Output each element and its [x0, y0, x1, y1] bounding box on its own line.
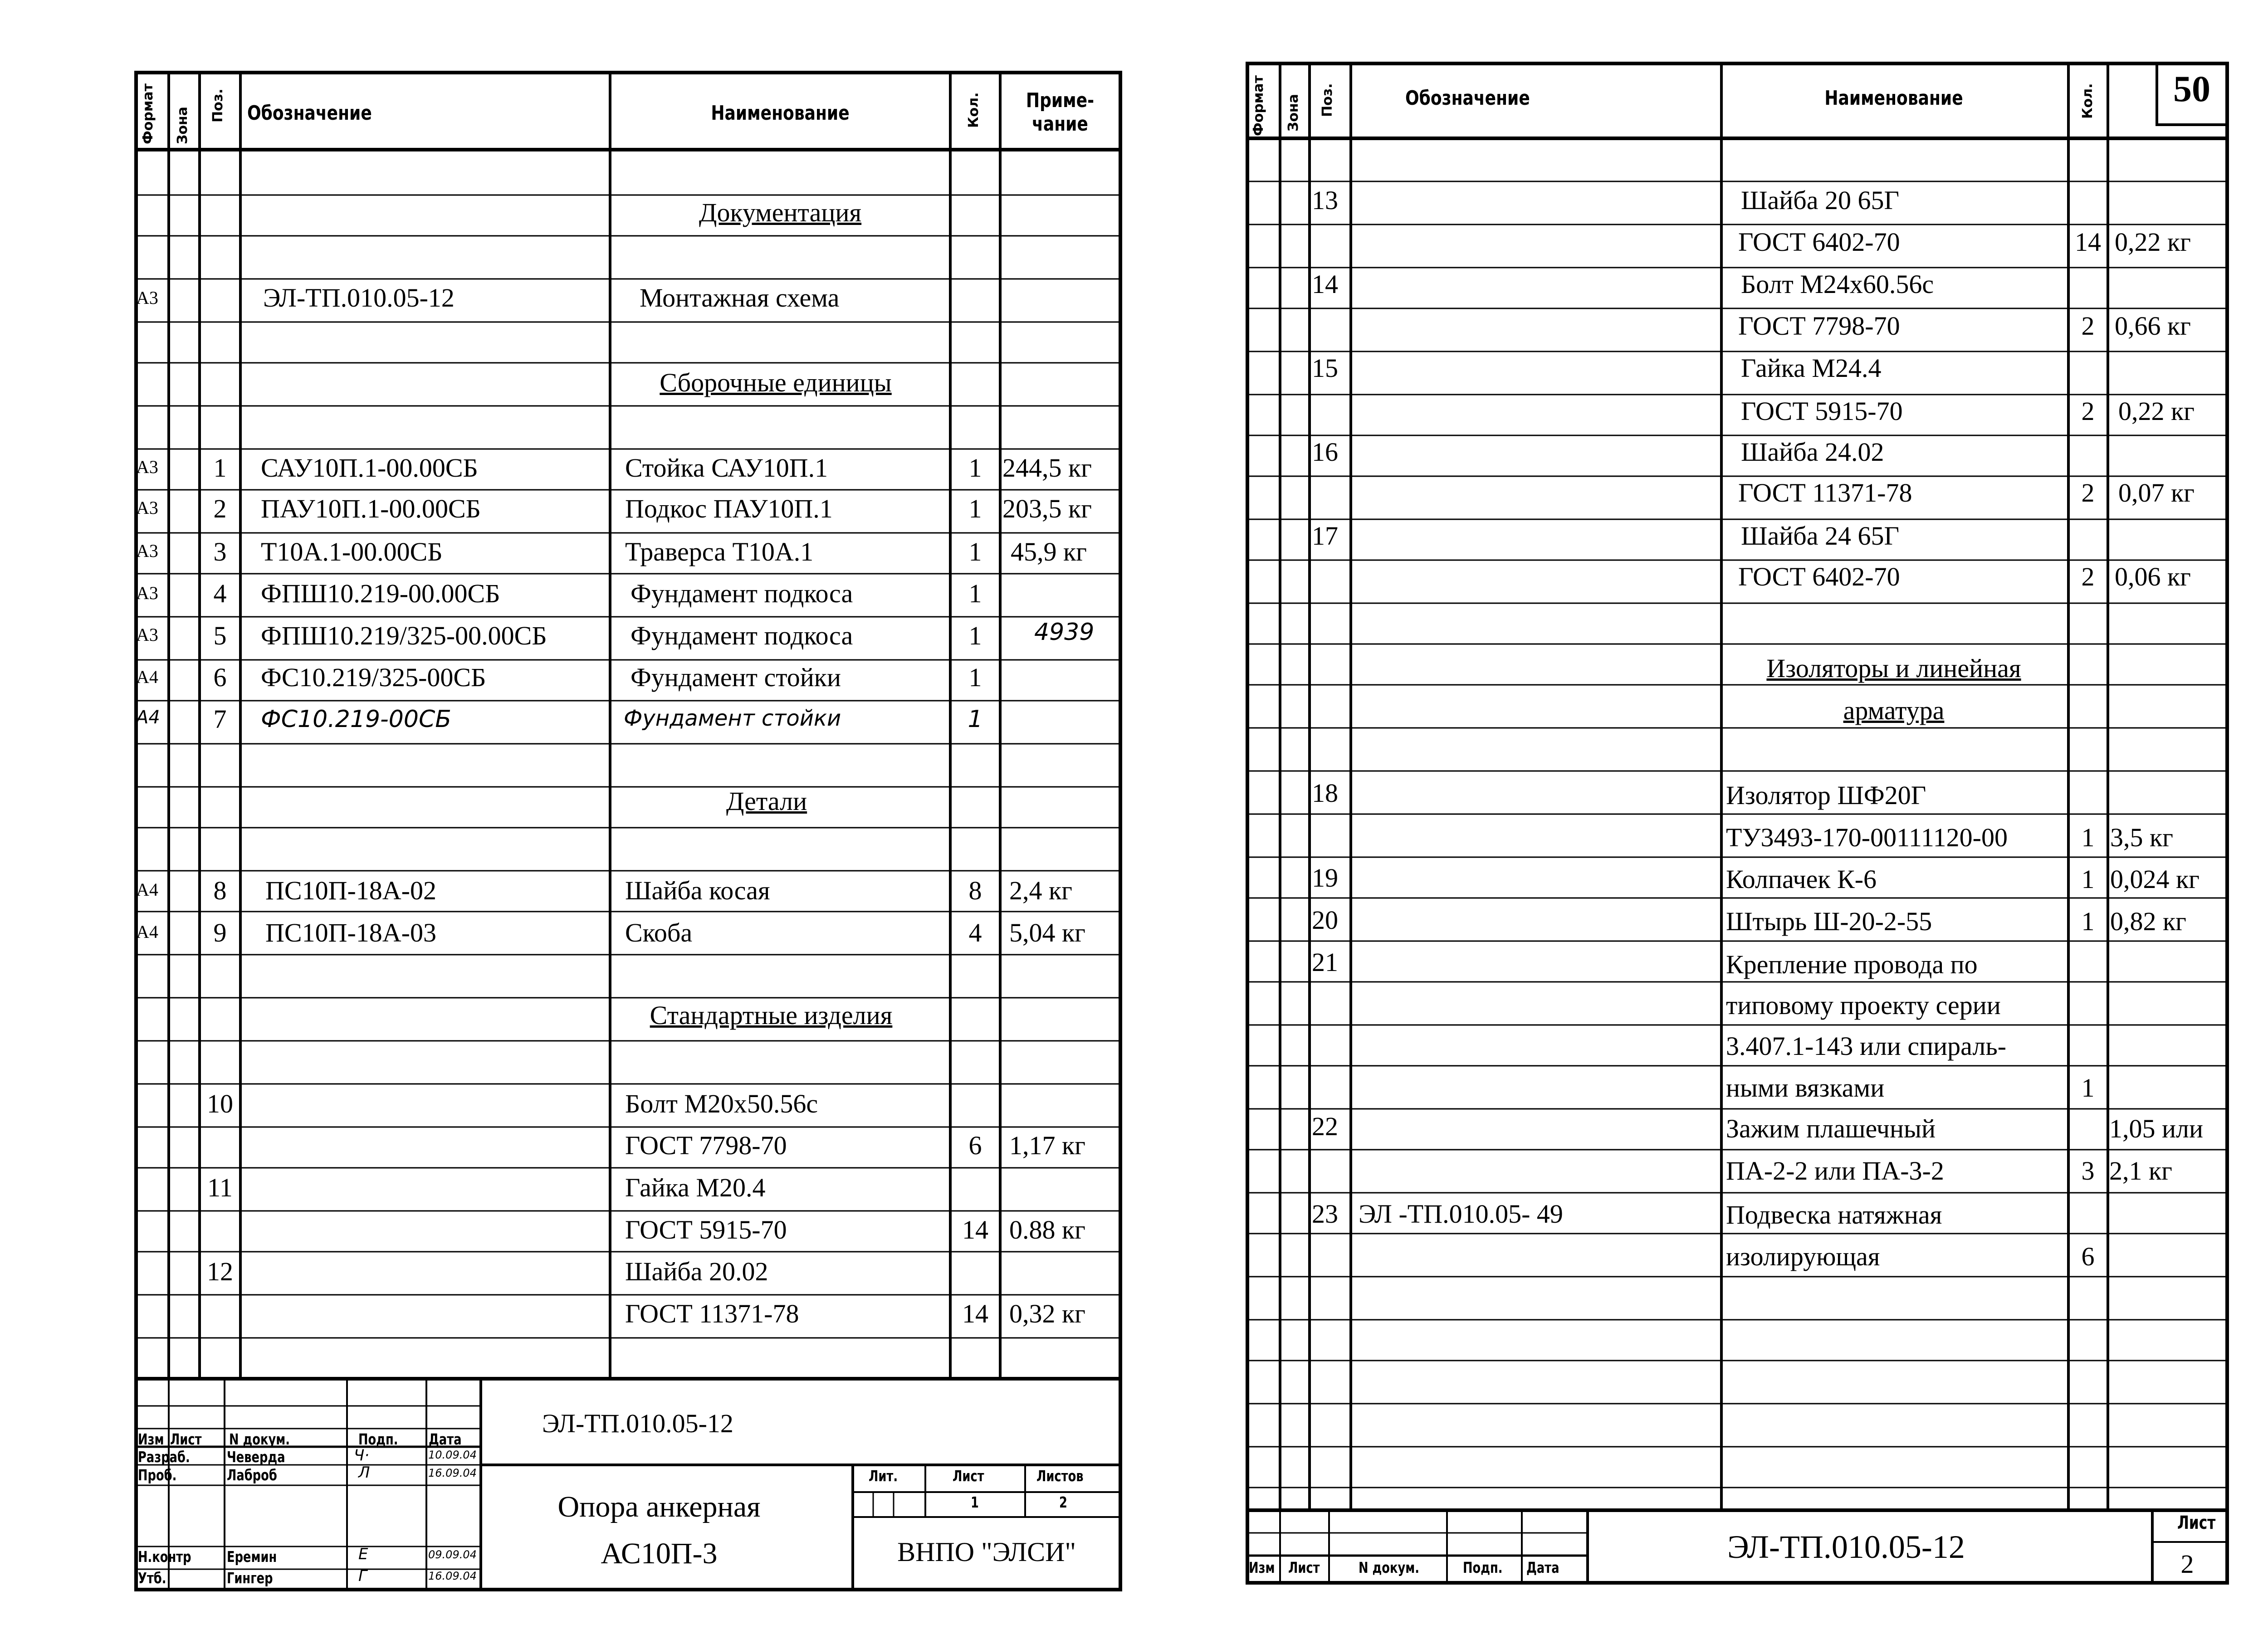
table-row-format: А3 [136, 583, 158, 603]
table-row-name: Траверса Т10А.1 [625, 537, 814, 566]
role-developer-date: 10.09.04 [428, 1449, 477, 1461]
table-row-qty: 1 [968, 706, 983, 733]
table-row-pos: 14 [1312, 269, 1338, 299]
table-row-name: Фундамент подкоса [631, 621, 853, 650]
table-row-pos: 21 [1312, 947, 1338, 977]
header-name: Наименование [711, 102, 850, 125]
label-lit: Лит. [869, 1467, 898, 1485]
table-row-format: А3 [136, 498, 158, 518]
table-row-name: 3.407.1-143 или спираль- [1726, 1031, 2007, 1061]
product-title: Опора анкерная [557, 1490, 761, 1523]
table-row-note: 2,1 кг [2109, 1156, 2172, 1186]
table-row-designation: ФС10.219-00СБ [261, 706, 451, 733]
table-row-name: ГОСТ 5915-70 [625, 1215, 787, 1244]
header-designation: Обозначение [247, 102, 372, 125]
table-row-designation: Т10А.1-00.00СБ [261, 537, 443, 566]
table-row-name: ПА-2-2 или ПА-3-2 [1726, 1156, 1944, 1186]
table-row-format: А4 [136, 707, 160, 728]
table-row-name: Шайба 24.02 [1741, 437, 1884, 467]
table-row-name: Шайба 20.02 [625, 1257, 768, 1286]
role-norm-control-name: Еремин [227, 1548, 277, 1566]
table-row-name: Шайба косая [625, 876, 770, 905]
section-parts: Детали [726, 786, 807, 816]
sheets-value: 2 [1059, 1493, 1067, 1511]
table-row-qty: 6 [968, 1131, 982, 1160]
table-row-note: 0,22 кг [2115, 227, 2191, 257]
table-row-name: изолирующая [1726, 1242, 1880, 1271]
header-pos: Поз. [210, 88, 226, 122]
right-sheet [1179, 0, 2268, 1649]
table-row-name: Зажим плашечный [1726, 1114, 1936, 1143]
header-zone: Зона [175, 107, 191, 144]
table-row-name: Шайба 24 65Г [1741, 521, 1900, 551]
table-row-qty: 1 [2081, 907, 2095, 936]
table-row-name: типовому проекту серии [1726, 990, 2001, 1020]
table-row-qty: 3 [2081, 1156, 2095, 1186]
table-row-name: Фундамент подкоса [631, 579, 853, 608]
header-format: Формат [140, 83, 156, 144]
table-row-name: ными вязками [1726, 1073, 1885, 1103]
table-row-qty: 1 [2081, 823, 2095, 852]
table-row-pos: 22 [1312, 1112, 1338, 1141]
table-row-pos: 10 [207, 1089, 233, 1118]
header-note-line2: чание [1032, 112, 1088, 136]
table-row-designation: ЭЛ-ТП.010.05-12 [263, 283, 455, 312]
table-row-note: 0,66 кг [2115, 311, 2191, 341]
table-row-name: Гайка М20.4 [625, 1173, 766, 1202]
title-block-doc-code: ЭЛ-ТП.010.05-12 [542, 1409, 733, 1438]
table-row-qty: 2 [2081, 562, 2095, 591]
table-row-qty: 6 [2081, 1242, 2095, 1271]
table-row-format: А3 [136, 457, 158, 477]
page-number: 50 [2173, 68, 2210, 109]
table-row-note: 45,9 кг [1011, 537, 1087, 566]
table-row-pos: 15 [1312, 353, 1338, 383]
table-row-pos: 16 [1312, 437, 1338, 467]
table-row-name: Подкос ПАУ10П.1 [625, 494, 833, 523]
section-documentation: Документация [699, 198, 862, 227]
table-row-format: А4 [136, 667, 158, 687]
role-approved-name: Гингер [227, 1569, 273, 1587]
table-row-note: 0,07 кг [2118, 478, 2195, 507]
table-row-qty: 14 [2075, 227, 2101, 257]
table-row-qty: 2 [2081, 396, 2095, 426]
table-row-name: Фундамент стойки [624, 706, 841, 731]
role-approved-date: 16.09.04 [428, 1570, 477, 1582]
table-row-name: ГОСТ 7798-70 [625, 1131, 787, 1160]
table-row-name: ГОСТ 7798-70 [1738, 311, 1900, 341]
table-row-note: 3,5 кг [2110, 823, 2173, 852]
header-name: Наименование [1824, 87, 1963, 110]
role-checker-signature: Л [358, 1464, 370, 1482]
table-row-designation: САУ10П.1-00.00СБ [261, 453, 478, 483]
table-row-name: Фундамент стойки [631, 663, 841, 692]
table-row-name: ГОСТ 11371-78 [625, 1299, 799, 1328]
section-standard-items: Стандартные изделия [650, 1000, 893, 1030]
table-row-qty: 1 [968, 663, 982, 692]
label-ndoc: N докум. [229, 1430, 290, 1448]
table-row-name: Подвеска натяжная [1726, 1200, 1942, 1229]
table-row-pos: 5 [213, 621, 227, 650]
table-row-designation: ЭЛ -ТП.010.05- 49 [1359, 1199, 1563, 1229]
table-row-pos: 20 [1312, 905, 1338, 935]
role-approved: Утб. [138, 1569, 166, 1587]
table-row-pos: 12 [207, 1257, 233, 1286]
table-row-qty: 1 [968, 621, 982, 650]
table-row-designation: ФС10.219/325-00СБ [261, 663, 486, 692]
table-row-name: ТУ3493-170-00111120-00 [1726, 823, 2008, 852]
table-row-name: ГОСТ 6402-70 [1738, 227, 1900, 257]
role-norm-control-date: 09.09.04 [428, 1548, 477, 1561]
table-row-name: ГОСТ 6402-70 [1738, 562, 1900, 591]
role-checker-date: 16.09.04 [428, 1467, 477, 1479]
table-row-note: 1,05 или [2109, 1114, 2204, 1143]
table-row-name: Крепление провода по [1726, 950, 1978, 979]
table-row-pos: 11 [207, 1173, 233, 1202]
header-designation: Обозначение [1405, 87, 1530, 110]
section-insulators: Изоляторы и линейная [1766, 654, 2021, 683]
header-qty: Кол. [2080, 83, 2096, 119]
table-row-note: 1,17 кг [1009, 1131, 1085, 1160]
table-row-note: 244,5 кг [1002, 453, 1092, 483]
table-row-note: 0,06 кг [2115, 562, 2191, 591]
table-row-note: 2,4 кг [1009, 876, 1072, 905]
label-sheets: Листов [1036, 1467, 1084, 1485]
table-row-name: Монтажная схема [640, 283, 840, 312]
table-row-qty: 1 [2081, 1073, 2095, 1103]
table-row-note: 0,82 кг [2110, 907, 2186, 936]
table-row-qty: 1 [2081, 864, 2095, 894]
table-row-note: 0.88 кг [1009, 1215, 1085, 1244]
table-row-note: 0,22 кг [2118, 396, 2195, 426]
table-row-pos: 18 [1312, 778, 1338, 808]
table-row-pos: 1 [213, 453, 227, 483]
table-row-name: Гайка М24.4 [1741, 353, 1882, 383]
role-developer-signature: Ч· [354, 1446, 370, 1464]
table-row-note: 0,32 кг [1009, 1299, 1085, 1328]
header-qty: Кол. [966, 92, 982, 128]
label-list: Лист [170, 1430, 202, 1448]
header-pos: Поз. [1320, 83, 1335, 117]
role-developer: Разраб. [138, 1448, 190, 1466]
table-row-name: Болт М20х50.56с [625, 1089, 818, 1118]
table-row-qty: 1 [968, 453, 982, 483]
table-row-designation: ПС10П-18А-02 [265, 876, 436, 905]
sheet-value: 2 [2180, 1549, 2194, 1579]
table-row-format: А3 [136, 541, 158, 561]
table-row-format: А4 [136, 922, 158, 942]
table-row-note: 203,5 кг [1002, 494, 1092, 523]
product-code: АС10П-3 [601, 1537, 718, 1570]
sheet-value: 1 [971, 1493, 979, 1511]
table-row-note-handwritten: 4939 [1034, 619, 1095, 646]
label-izm: Изм [138, 1430, 164, 1448]
title-block-doc-code: ЭЛ-ТП.010.05-12 [1727, 1529, 1965, 1565]
table-row-pos: 3 [213, 537, 227, 566]
table-row-pos: 6 [213, 663, 227, 692]
label-sheet: Лист [2177, 1512, 2216, 1533]
table-row-pos: 19 [1312, 863, 1338, 893]
table-row-format: А3 [136, 624, 158, 645]
table-row-format: А3 [136, 288, 158, 308]
table-row-qty: 8 [968, 876, 982, 905]
table-row-designation: ПС10П-18А-03 [265, 918, 436, 947]
table-row-name: Скоба [625, 918, 693, 947]
table-row-qty: 1 [968, 537, 982, 566]
label-sheet: Лист [953, 1467, 984, 1485]
table-row-qty: 2 [2081, 311, 2095, 341]
organization: ВНПО "ЭЛСИ" [897, 1537, 1076, 1567]
table-row-qty: 2 [2081, 478, 2095, 507]
table-row-name: Шайба 20 65Г [1741, 185, 1900, 215]
table-row-pos: 9 [213, 918, 227, 947]
header-note-line1: Приме- [1026, 89, 1095, 112]
role-checker-name: Лаброб [227, 1466, 277, 1484]
table-row-note: 5,04 кг [1009, 918, 1085, 947]
table-row-qty: 1 [968, 579, 982, 608]
table-row-qty: 4 [968, 918, 982, 947]
role-checker: Проб. [138, 1466, 177, 1484]
table-row-name: Изолятор ШФ20Г [1726, 781, 1926, 810]
table-row-pos: 8 [213, 876, 227, 905]
table-row-name: Колпачек К-6 [1726, 864, 1877, 894]
role-norm-control-signature: Е [358, 1545, 368, 1563]
table-row-qty: 14 [962, 1299, 988, 1328]
label-ndoc: N докум. [1359, 1559, 1420, 1576]
table-row-designation: ФПШ10.219-00.00СБ [261, 579, 500, 608]
role-developer-name: Чеверда [227, 1448, 285, 1466]
role-norm-control: Н.контр [138, 1548, 191, 1566]
label-podp: Подп. [1463, 1559, 1503, 1576]
section-assembly-units: Сборочные единицы [660, 368, 892, 397]
table-row-pos: 2 [213, 494, 227, 523]
table-row-designation: ПАУ10П.1-00.00СБ [261, 494, 481, 523]
table-row-qty: 14 [962, 1215, 988, 1244]
table-row-name: ГОСТ 11371-78 [1738, 478, 1912, 507]
table-row-pos: 4 [213, 579, 227, 608]
label-data: Дата [1526, 1559, 1559, 1576]
table-row-designation: ФПШ10.219/325-00.00СБ [261, 621, 547, 650]
table-row-name: ГОСТ 5915-70 [1741, 396, 1903, 426]
right-grid [1179, 0, 2268, 1649]
table-row-pos: 7 [213, 704, 227, 734]
table-row-format: А4 [136, 879, 158, 900]
section-fittings: арматура [1843, 696, 1945, 725]
table-row-pos: 23 [1312, 1199, 1338, 1229]
label-list: Лист [1288, 1559, 1320, 1576]
table-row-name: Болт М24х60.56с [1741, 269, 1934, 299]
table-row-qty: 1 [968, 494, 982, 523]
table-row-name: Штырь Ш-20-2-55 [1726, 907, 1932, 936]
label-data: Дата [429, 1430, 462, 1448]
table-row-pos: 17 [1312, 521, 1338, 551]
role-approved-signature: Г [358, 1567, 367, 1585]
label-izm: Изм [1249, 1559, 1275, 1576]
table-row-note: 0,024 кг [2110, 864, 2200, 894]
label-podp: Подп. [358, 1430, 398, 1448]
table-row-pos: 13 [1312, 185, 1338, 215]
header-format: Формат [1251, 75, 1266, 136]
header-zone: Зона [1286, 94, 1301, 132]
table-row-name: Стойка САУ10П.1 [625, 453, 828, 483]
